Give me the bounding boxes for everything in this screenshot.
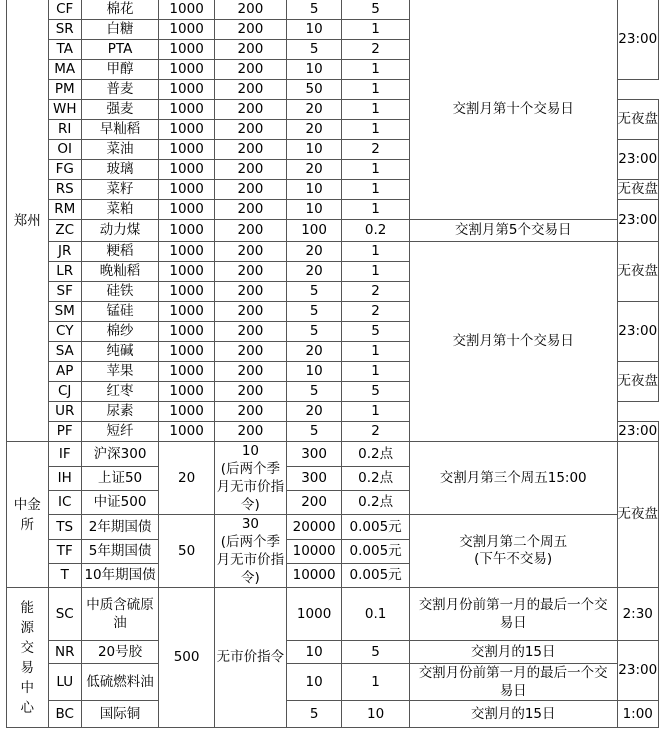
table-row <box>7 701 659 728</box>
night-session: 23:00 <box>617 140 659 180</box>
cell-col4: 200 <box>214 302 286 322</box>
cell-col6: 0.2 <box>342 220 410 242</box>
contract-code: RM <box>48 200 81 220</box>
contract-code: OI <box>48 140 81 160</box>
cell-col6: 2 <box>342 40 410 60</box>
delivery-day: 交割月第三个周五15:00 <box>409 442 617 515</box>
cell-col4: 200 <box>214 262 286 282</box>
contract-name: 苹果 <box>81 362 158 382</box>
contract-name: 国际铜 <box>81 701 158 728</box>
contract-name: 短纤 <box>81 422 158 442</box>
cell-col4: 200 <box>214 422 286 442</box>
cell-col5: 10 <box>286 200 341 220</box>
cell-col3: 1000 <box>159 0 215 20</box>
cell-col3: 1000 <box>159 140 215 160</box>
cell-col3: 1000 <box>159 322 215 342</box>
cell-col5: 5 <box>286 422 341 442</box>
contract-name: 动力煤 <box>81 220 158 242</box>
cell-col6: 0.005元 <box>342 564 410 588</box>
cell-col6: 1 <box>342 120 410 140</box>
delivery-day: 交割月份前第一月的最后一个交易日 <box>409 664 617 701</box>
cell-col3: 1000 <box>159 362 215 382</box>
contract-code: LU <box>48 664 81 701</box>
cell-col3: 1000 <box>159 100 215 120</box>
cell-col3: 500 <box>159 588 215 728</box>
cell-col5: 20 <box>286 242 341 262</box>
cell-col5: 1000 <box>286 588 341 641</box>
cell-col5: 300 <box>286 467 341 491</box>
cell-col5: 100 <box>286 220 341 242</box>
cell-col5: 200 <box>286 491 341 515</box>
cell-col5: 300 <box>286 442 341 467</box>
table-row <box>7 515 659 540</box>
cell-col3: 1000 <box>159 80 215 100</box>
contract-code: CF <box>48 0 81 20</box>
cell-col3: 1000 <box>159 60 215 80</box>
cell-col3: 1000 <box>159 242 215 262</box>
cell-col6: 1 <box>342 60 410 80</box>
delivery-day: 交割月的15日 <box>409 641 617 664</box>
cell-col5: 20 <box>286 402 341 422</box>
cell-col6: 1 <box>342 100 410 120</box>
cell-col5: 5 <box>286 382 341 402</box>
night-session: 无夜盘 <box>617 100 659 140</box>
night-session: 23:00 <box>617 641 659 701</box>
cell-col3: 1000 <box>159 200 215 220</box>
cell-col4: 200 <box>214 322 286 342</box>
cell-col5: 5 <box>286 282 341 302</box>
night-session: 无夜盘 <box>617 242 659 302</box>
cell-col6: 0.2点 <box>342 442 410 467</box>
exchange-energy: 能源交易中心 <box>7 588 49 728</box>
cell-col4: 200 <box>214 0 286 20</box>
contract-name: 菜粕 <box>81 200 158 220</box>
contract-name: PTA <box>81 40 158 60</box>
cell-col6: 5 <box>342 0 410 20</box>
contract-code: NR <box>48 641 81 664</box>
night-session: 无夜盘 <box>617 442 659 588</box>
contract-code: RS <box>48 180 81 200</box>
night-session: 1:00 <box>617 701 659 728</box>
cell-col3: 1000 <box>159 422 215 442</box>
cell-col6: 1 <box>342 180 410 200</box>
contract-name: 普麦 <box>81 80 158 100</box>
table-row <box>7 442 659 467</box>
contract-name: 红枣 <box>81 382 158 402</box>
cell-col5: 10 <box>286 180 341 200</box>
contract-code: IH <box>48 467 81 491</box>
cell-col3: 1000 <box>159 180 215 200</box>
cell-col4: 200 <box>214 362 286 382</box>
cell-col6: 1 <box>342 362 410 382</box>
cell-col4: 200 <box>214 160 286 180</box>
cell-col4: 200 <box>214 242 286 262</box>
contract-code: ZC <box>48 220 81 242</box>
contract-code: SA <box>48 342 81 362</box>
night-session: 2:30 <box>617 588 659 641</box>
contract-code: PM <box>48 80 81 100</box>
contract-code: WH <box>48 100 81 120</box>
table-row <box>7 588 659 641</box>
delivery-day: 交割月第十个交易日 <box>409 0 617 220</box>
cell-col6: 1 <box>342 200 410 220</box>
contract-name: 玻璃 <box>81 160 158 180</box>
contract-code: SC <box>48 588 81 641</box>
cell-col5: 20 <box>286 342 341 362</box>
cell-col4: 200 <box>214 20 286 40</box>
contract-code: JR <box>48 242 81 262</box>
cell-col6: 2 <box>342 302 410 322</box>
cell-col4: 200 <box>214 40 286 60</box>
cell-col5: 5 <box>286 701 341 728</box>
contract-name: 2年期国债 <box>81 515 158 540</box>
contract-code: SR <box>48 20 81 40</box>
contract-name: 强麦 <box>81 100 158 120</box>
cell-col6: 5 <box>342 382 410 402</box>
contract-name: 5年期国债 <box>81 540 158 564</box>
cell-col4: 200 <box>214 80 286 100</box>
cell-col4: 200 <box>214 342 286 362</box>
cell-col3: 1000 <box>159 220 215 242</box>
contract-name: 尿素 <box>81 402 158 422</box>
contract-code: RI <box>48 120 81 140</box>
cell-col4: 200 <box>214 282 286 302</box>
cell-col5: 20 <box>286 100 341 120</box>
contract-name: 棉花 <box>81 0 158 20</box>
night-session: 23:00 <box>617 0 659 80</box>
cell-col5: 20 <box>286 160 341 180</box>
cell-col5: 10 <box>286 20 341 40</box>
contract-name: 沪深300 <box>81 442 158 467</box>
night-session: 无夜盘 <box>617 362 659 402</box>
contract-name: 菜籽 <box>81 180 158 200</box>
contract-code: IC <box>48 491 81 515</box>
cell-col6: 0.005元 <box>342 540 410 564</box>
cell-col3: 1000 <box>159 40 215 60</box>
table-row <box>7 0 659 20</box>
contract-code: CJ <box>48 382 81 402</box>
contract-name: 白糖 <box>81 20 158 40</box>
cell-col4: 200 <box>214 140 286 160</box>
table-row <box>7 664 659 701</box>
contract-code: BC <box>48 701 81 728</box>
delivery-day: 交割月份前第一月的最后一个交易日 <box>409 588 617 641</box>
cell-col5: 50 <box>286 80 341 100</box>
cell-col6: 1 <box>342 342 410 362</box>
cell-col6: 1 <box>342 20 410 40</box>
cell-col3: 1000 <box>159 402 215 422</box>
cell-col5: 10 <box>286 664 341 701</box>
cell-col5: 10000 <box>286 564 341 588</box>
delivery-day: 交割月第5个交易日 <box>409 220 617 242</box>
contract-code: IF <box>48 442 81 467</box>
cell-col6: 0.005元 <box>342 515 410 540</box>
cell-col4: 200 <box>214 220 286 242</box>
cell-col6: 0.1 <box>342 588 410 641</box>
cell-col6: 1 <box>342 80 410 100</box>
contract-code: SM <box>48 302 81 322</box>
cell-col5: 10 <box>286 641 341 664</box>
cell-col4: 200 <box>214 180 286 200</box>
cell-col6: 1 <box>342 262 410 282</box>
cell-col4: 10 (后两个季月无市价指令) <box>214 442 286 515</box>
delivery-day: 交割月的15日 <box>409 701 617 728</box>
cell-col5: 10 <box>286 140 341 160</box>
contract-name: 低硫燃料油 <box>81 664 158 701</box>
night-session: 23:00 <box>617 200 659 242</box>
contract-name: 棉纱 <box>81 322 158 342</box>
cell-col5: 10 <box>286 362 341 382</box>
cell-col4: 无市价指令 <box>214 588 286 728</box>
contract-name: 纯碱 <box>81 342 158 362</box>
cell-col5: 5 <box>286 40 341 60</box>
delivery-day: 交割月第十个交易日 <box>409 242 617 442</box>
cell-col3: 1000 <box>159 302 215 322</box>
cell-col5: 5 <box>286 322 341 342</box>
cell-col3: 1000 <box>159 120 215 140</box>
cell-col4: 200 <box>214 120 286 140</box>
exchange-zhengzhou: 郑州 <box>7 0 49 442</box>
cell-col6: 1 <box>342 402 410 422</box>
contract-code: LR <box>48 262 81 282</box>
contract-name: 中质含硫原油 <box>81 588 158 641</box>
cell-col4: 200 <box>214 200 286 220</box>
cell-col3: 1000 <box>159 282 215 302</box>
cell-col5: 20 <box>286 262 341 282</box>
cell-col3: 1000 <box>159 342 215 362</box>
contract-code: T <box>48 564 81 588</box>
contract-name: 10年期国债 <box>81 564 158 588</box>
contract-name: 晚籼稻 <box>81 262 158 282</box>
contract-name: 20号胶 <box>81 641 158 664</box>
table-row <box>7 641 659 664</box>
contract-code: TF <box>48 540 81 564</box>
cell-col6: 10 <box>342 701 410 728</box>
cell-col6: 2 <box>342 282 410 302</box>
cell-col4: 200 <box>214 402 286 422</box>
table-row <box>7 220 659 242</box>
contract-name: 菜油 <box>81 140 158 160</box>
cell-col6: 1 <box>342 242 410 262</box>
contract-code: MA <box>48 60 81 80</box>
cell-col6: 5 <box>342 641 410 664</box>
cell-col6: 1 <box>342 160 410 180</box>
contract-code: FG <box>48 160 81 180</box>
cell-col5: 10 <box>286 60 341 80</box>
cell-col3: 50 <box>159 515 215 588</box>
table-row <box>7 242 659 262</box>
contract-code: UR <box>48 402 81 422</box>
cell-col3: 20 <box>159 442 215 515</box>
cell-col3: 1000 <box>159 20 215 40</box>
cell-col4: 200 <box>214 60 286 80</box>
contract-code: AP <box>48 362 81 382</box>
exchange-zhongjin: 中金所 <box>7 442 49 588</box>
cell-col5: 10000 <box>286 540 341 564</box>
night-session: 无夜盘 <box>617 180 659 200</box>
night-session: 23:00 <box>617 422 659 442</box>
cell-col4: 200 <box>214 382 286 402</box>
contract-code: SF <box>48 282 81 302</box>
cell-col6: 2 <box>342 140 410 160</box>
cell-col5: 20 <box>286 120 341 140</box>
cell-col3: 1000 <box>159 382 215 402</box>
cell-col6: 5 <box>342 322 410 342</box>
contract-code: PF <box>48 422 81 442</box>
futures-contract-table <box>6 0 659 728</box>
contract-code: TA <box>48 40 81 60</box>
cell-col3: 1000 <box>159 262 215 282</box>
contract-name: 甲醇 <box>81 60 158 80</box>
contract-name: 锰硅 <box>81 302 158 322</box>
contract-name: 中证500 <box>81 491 158 515</box>
contract-name: 硅铁 <box>81 282 158 302</box>
contract-code: CY <box>48 322 81 342</box>
contract-name: 早籼稻 <box>81 120 158 140</box>
contract-code: TS <box>48 515 81 540</box>
night-session: 23:00 <box>617 302 659 362</box>
delivery-day: 交割月第二个周五 (下午不交易) <box>409 515 617 588</box>
cell-col4: 30 (后两个季月无市价指令) <box>214 515 286 588</box>
cell-col3: 1000 <box>159 160 215 180</box>
cell-col6: 2 <box>342 422 410 442</box>
contract-name: 上证50 <box>81 467 158 491</box>
cell-col6: 0.2点 <box>342 491 410 515</box>
cell-col5: 5 <box>286 0 341 20</box>
cell-col5: 20000 <box>286 515 341 540</box>
cell-col5: 5 <box>286 302 341 322</box>
contract-name: 粳稻 <box>81 242 158 262</box>
cell-col6: 1 <box>342 664 410 701</box>
cell-col6: 0.2点 <box>342 467 410 491</box>
cell-col4: 200 <box>214 100 286 120</box>
